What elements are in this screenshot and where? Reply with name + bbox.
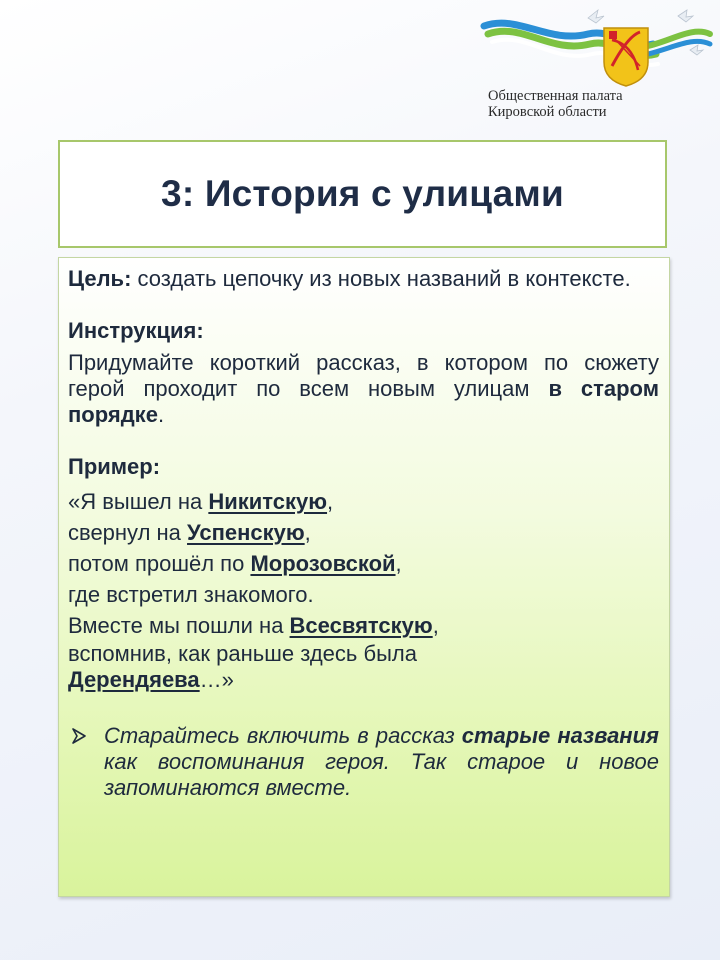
organization-name-line2: Кировской области (488, 104, 607, 120)
goal-label: Цель: (68, 266, 132, 291)
story-line (68, 517, 659, 548)
organization-name (488, 88, 623, 120)
tip-emphasis: старые названия (461, 723, 659, 748)
instruction-paragraph (68, 350, 659, 428)
story-punct: , (304, 520, 311, 545)
story-text: Вместе мы пошли на (68, 613, 290, 638)
story-line (68, 486, 659, 517)
instruction-text: Придумайте короткий рассказ, в котором по сюжету герой проходит по всем новым улицам (68, 350, 659, 401)
story-punct: , (432, 613, 439, 638)
example-story (68, 486, 659, 693)
story-text: потом прошёл по (68, 551, 251, 576)
organization-name-line1: Общественная палата (488, 88, 623, 104)
street-name: Никитскую (208, 489, 328, 514)
instruction-label: Инструкция: (68, 318, 204, 343)
tip-item (68, 723, 659, 801)
story-line (68, 548, 659, 579)
header-logo (478, 4, 714, 124)
street-name: Морозовской (250, 551, 396, 576)
title-box (58, 140, 667, 248)
tip-text (104, 723, 659, 801)
story-punct: , (395, 551, 402, 576)
story-punct: …» (199, 667, 234, 692)
street-name: Всесвятскую (289, 613, 433, 638)
story-text: «Я вышел на (68, 489, 209, 514)
story-text: свернул на (68, 520, 188, 545)
story-text: где встретил знакомого. (68, 582, 314, 607)
story-line (68, 667, 659, 693)
goal-paragraph (68, 266, 659, 292)
story-punct: , (327, 489, 334, 514)
street-name: Успенскую (187, 520, 305, 545)
page-title: 3: История с улицами (161, 173, 564, 214)
content-box (58, 257, 670, 897)
goal-text: создать цепочку из новых названий в контексте. (137, 266, 631, 291)
story-line (68, 610, 659, 641)
ribbon-doves-graphic (478, 4, 714, 88)
story-line (68, 641, 659, 667)
tip-text-after: как воспоминания героя. Так старое и новое запоминаются вместе. (104, 749, 659, 800)
example-label: Пример: (68, 454, 161, 479)
story-line (68, 579, 659, 610)
street-name: Дерендяева (68, 667, 200, 692)
instruction-emphasis: в старом порядке (68, 376, 659, 427)
tip-text-before: Старайтесь включить в рассказ (104, 723, 462, 748)
arrow-bullet-icon (68, 723, 104, 801)
kirov-coat-of-arms-icon (604, 28, 648, 86)
story-text: вспомнив, как раньше здесь была (68, 641, 417, 666)
instruction-end: . (157, 402, 165, 427)
